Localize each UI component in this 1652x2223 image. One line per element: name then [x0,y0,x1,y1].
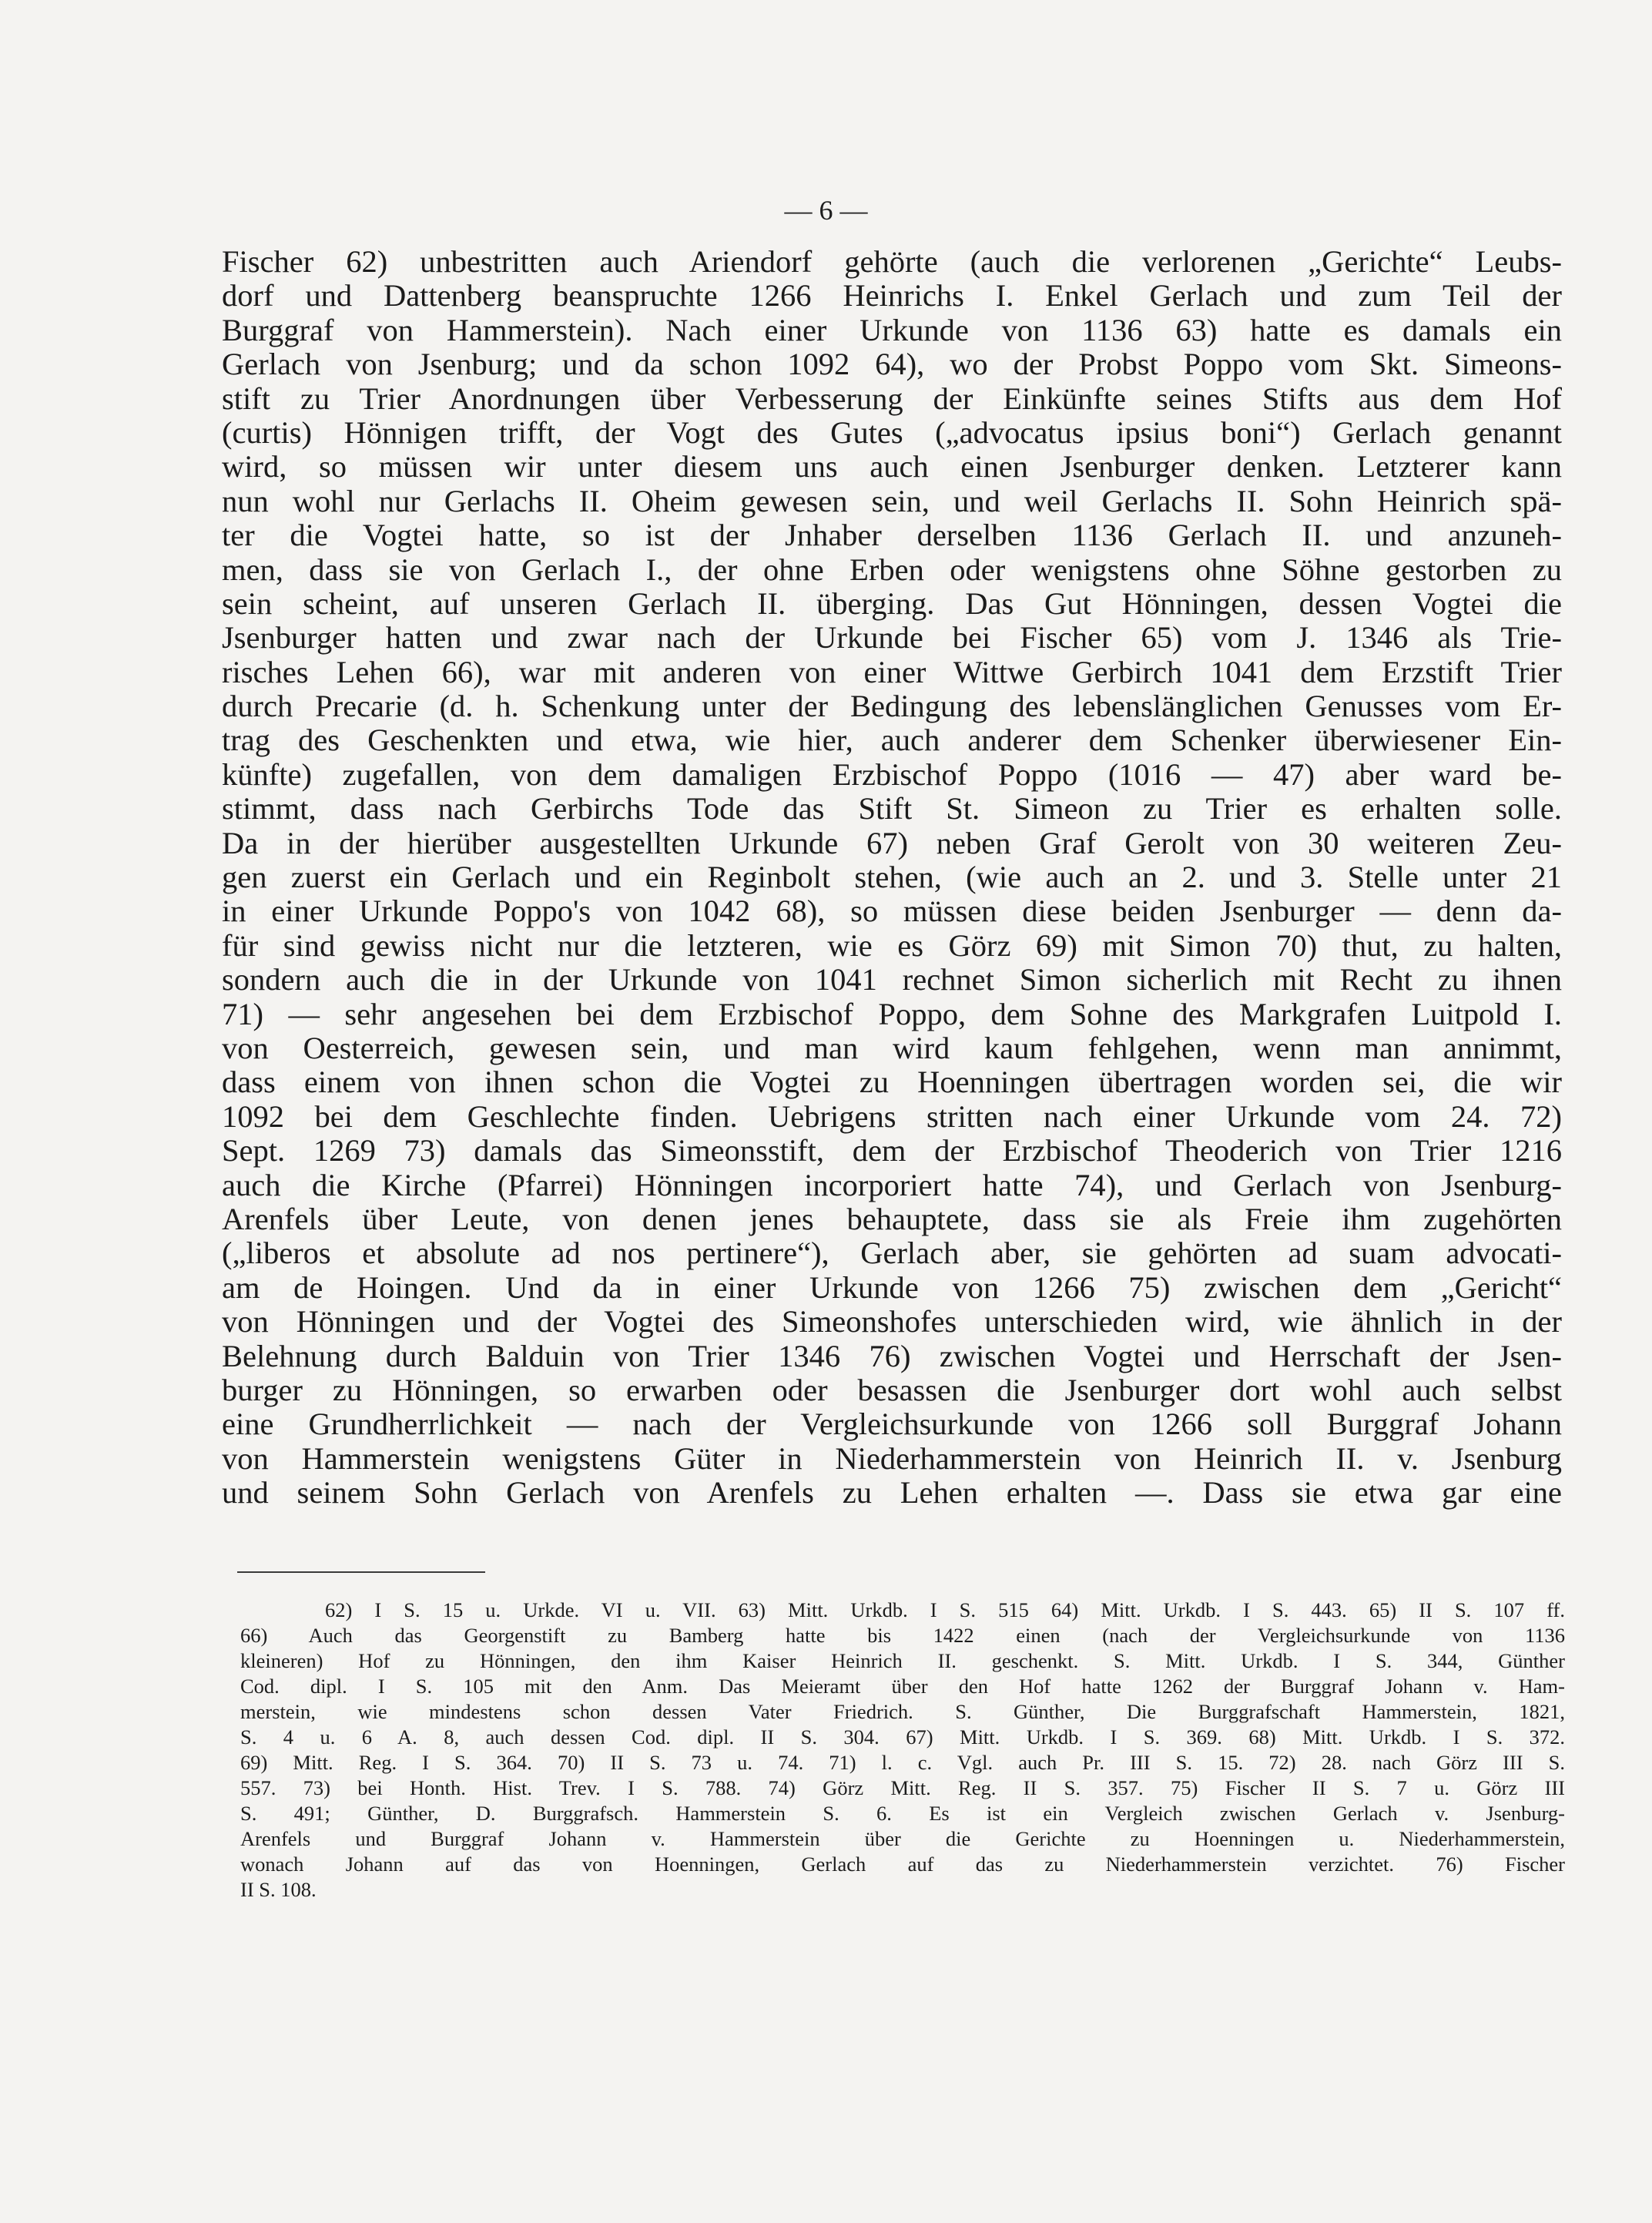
footnote-line: S. 491; Günther, D. Burggrafsch. Hammerstein S. 6. Es ist ein Vergleich zwischen Gerlach v. Jsenburg- [240,1802,1565,1825]
footnote-line: 69) Mitt. Reg. I S. 364. 70) II S. 73 u. 74. 71) l. c. Vgl. auch Pr. III S. 15. 72) 28. nach Görz III S. [240,1751,1565,1774]
main-text [222,245,1562,1510]
text-line: von Oesterreich, gewesen sein, und man wird kaum fehlgehen, wenn man annimmt, [222,1030,1562,1065]
text-line: 71) — sehr angesehen bei dem Erzbischof Poppo, dem Sohne des Markgrafen Luitpold I. [222,996,1562,1031]
text-line: Sept. 1269 73) damals das Simeonsstift, dem der Erzbischof Theoderich von Trier 1216 [222,1133,1562,1168]
text-line: dorf und Dattenberg beanspruchte 1266 Heinrichs I. Enkel Gerlach und zum Teil der [222,278,1562,314]
text-line: für sind gewiss nicht nur die letzteren, wie es Görz 69) mit Simon 70) thut, zu halten, [222,927,1562,963]
text-line: Gerlach von Jsenburg; und da schon 1092 64), wo der Probst Poppo vom Skt. Simeons- [222,347,1562,382]
text-line: künfte) zugefallen, von dem damaligen Erzbischof Poppo (1016 — 47) aber ward be- [222,756,1562,792]
footnote-line: 66) Auch das Georgenstift zu Bamberg hatte bis 1422 einen (nach der Vergleichsurkunde von 1136 [240,1624,1565,1647]
footnote-line: II S. 108. [240,1878,317,1901]
text-line: eine Grundherrlichkeit — nach der Vergleichsurkunde von 1266 soll Burggraf Johann [222,1407,1562,1442]
text-line: gen zuerst ein Gerlach und ein Reginbolt stehen, (wie auch an 2. und 3. Stelle unter 21 [222,860,1562,895]
footnote-line: 557. 73) bei Honth. Hist. Trev. I S. 788. 74) Görz Mitt. Reg. II S. 357. 75) Fischer II S. 7 u. Görz III [240,1776,1565,1799]
text-line: sondern auch die in der Urkunde von 1041 rechnet Simon sicherlich mit Recht zu ihnen [222,962,1562,998]
footnotes [240,1598,1565,1903]
text-line: von Hönningen und der Vogtei des Simeonshofes unterschieden wird, wie ähnlich in der [222,1304,1562,1340]
text-line: risches Lehen 66), war mit anderen von einer Wittwe Gerbirch 1041 dem Erzstift Trier [222,654,1562,689]
text-line: Da in der hierüber ausgestellten Urkunde 67) neben Graf Gerolt von 30 weiteren Zeu- [222,825,1562,860]
footnote-separator [237,1571,485,1573]
text-line: (curtis) Hönnigen trifft, der Vogt des Gutes („advocatus ipsius boni“) Gerlach genannt [222,414,1562,450]
footnote-line: wonach Johann auf das von Hoenningen, Gerlach auf das zu Niederhammerstein verzichtet. 76) Fischer [240,1852,1565,1876]
footnote-line: Arenfels und Burggraf Johann v. Hammerstein über die Gerichte zu Hoenningen u. Niederhammerstein, [240,1827,1565,1850]
text-line: und seinem Sohn Gerlach von Arenfels zu Lehen erhalten —. Dass sie etwa gar eine [222,1475,1562,1510]
text-line: trag des Geschenkten und etwa, wie hier, auch anderer dem Schenker überwiesener Ein- [222,723,1562,758]
text-line: stimmt, dass nach Gerbirchs Tode das Stift St. Simeon zu Trier es erhalten solle. [222,791,1562,826]
text-line: men, dass sie von Gerlach I., der ohne Erben oder wenigstens ohne Söhne gestorben zu [222,552,1562,587]
footnote-line: kleineren) Hof zu Hönningen, den ihm Kaiser Heinrich II. geschenkt. S. Mitt. Urkdb. I S. 344, Günther [240,1649,1565,1672]
footnote-line: merstein, wie mindestens schon dessen Vater Friedrich. S. Günther, Die Burggrafschaft Hammerstein, 1821, [240,1700,1565,1723]
text-line: auch die Kirche (Pfarrei) Hönningen incorporiert hatte 74), und Gerlach von Jsenburg- [222,1167,1562,1202]
text-line: stift zu Trier Anordnungen über Verbesserung der Einkünfte seines Stifts aus dem Hof [222,381,1562,416]
text-line: Burggraf von Hammerstein). Nach einer Urkunde von 1136 63) hatte es damals ein [222,312,1562,347]
text-line: ter die Vogtei hatte, so ist der Jnhaber derselben 1136 Gerlach II. und anzuneh- [222,518,1562,553]
text-line: wird, so müssen wir unter diesem uns auch einen Jsenburger denken. Letzterer kann [222,449,1562,484]
text-line: burger zu Hönningen, so erwarben oder besassen die Jsenburger dort wohl auch selbst [222,1372,1562,1407]
page-number: — 6 — [784,195,868,226]
text-line: von Hammerstein wenigstens Güter in Niederhammerstein von Heinrich II. v. Jsenburg [222,1440,1562,1476]
footnote-line: S. 4 u. 6 A. 8, auch dessen Cod. dipl. II S. 304. 67) Mitt. Urkdb. I S. 369. 68) Mitt. Urkdb. I S. 372. [240,1725,1565,1749]
text-line: sein scheint, auf unseren Gerlach II. überging. Das Gut Hönningen, dessen Vogtei die [222,585,1562,621]
text-line: Fischer 62) unbestritten auch Ariendorf gehörte (auch die verlorenen „Gerichte“ Leubs- [222,244,1562,279]
text-line: Arenfels über Leute, von denen jenes behauptete, dass sie als Freie ihm zugehörten [222,1201,1562,1236]
text-line: in einer Urkunde Poppo's von 1042 68), so müssen diese beiden Jsenburger — denn da- [222,894,1562,929]
text-line: am de Hoingen. Und da in einer Urkunde von 1266 75) zwischen dem „Gericht“ [222,1269,1562,1305]
text-line: durch Precarie (d. h. Schenkung unter der Bedingung des lebenslänglichen Genusses vom Er- [222,689,1562,724]
text-line: Belehnung durch Balduin von Trier 1346 76) zwischen Vogtei und Herrschaft der Jsen- [222,1338,1562,1373]
footnote-line: 62) I S. 15 u. Urkde. VI u. VII. 63) Mitt. Urkdb. I S. 515 64) Mitt. Urkdb. I S. 443. 65) II S. 107 ff. [325,1598,1565,1621]
text-line: nun wohl nur Gerlachs II. Oheim gewesen sein, und weil Gerlachs II. Sohn Heinrich spä- [222,483,1562,518]
footnote-line: Cod. dipl. I S. 105 mit den Anm. Das Meieramt über den Hof hatte 1262 der Burggraf Johann v. Ham- [240,1675,1565,1698]
text-line: („liberos et absolute ad nos pertinere“), Gerlach aber, sie gehörten ad suam advocati- [222,1236,1562,1271]
text-line: Jsenburger hatten und zwar nach der Urkunde bei Fischer 65) vom J. 1346 als Trie- [222,620,1562,656]
text-line: 1092 bei dem Geschlechte finden. Uebrigens stritten nach einer Urkunde vom 24. 72) [222,1098,1562,1134]
text-line: dass einem von ihnen schon die Vogtei zu Hoenningen übertragen worden sei, die wir [222,1065,1562,1100]
